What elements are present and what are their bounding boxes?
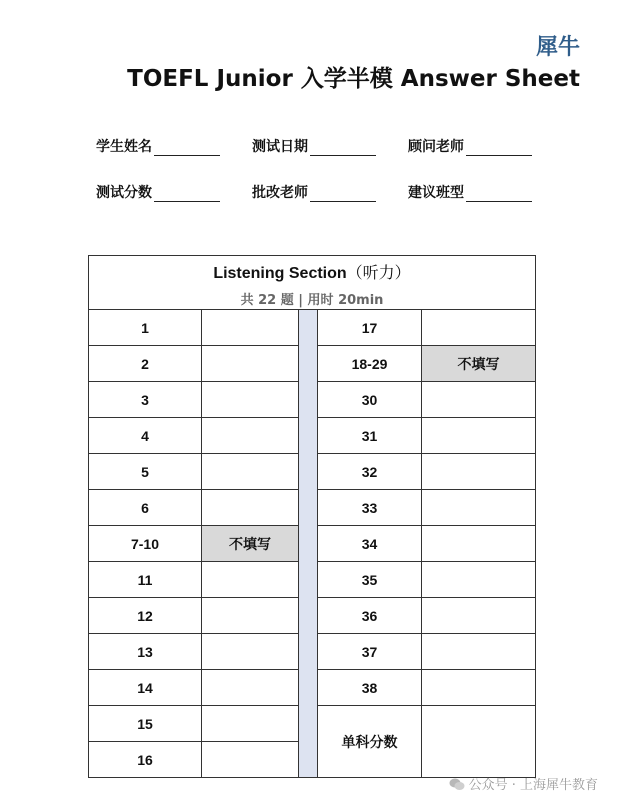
table-row	[89, 310, 536, 346]
page-title: TOEFL Junior 入学半模 Answer Sheet	[127, 66, 580, 92]
answer-cell[interactable]	[202, 706, 299, 742]
no-fill-cell: 不填写	[422, 346, 536, 382]
listening-answer-table	[88, 255, 536, 778]
question-number: 14	[89, 670, 202, 706]
question-number: 7-10	[89, 526, 202, 562]
student-name-field[interactable]	[96, 136, 220, 156]
question-number: 4	[89, 418, 202, 454]
question-number: 2	[89, 346, 202, 382]
answer-cell[interactable]	[202, 382, 299, 418]
answer-cell[interactable]	[202, 346, 299, 382]
watermark-text: 公众号 · 上海犀牛教育	[468, 778, 598, 793]
grader-field[interactable]	[252, 182, 376, 202]
answer-cell[interactable]	[202, 742, 299, 778]
question-number: 33	[318, 490, 422, 526]
question-number: 18-29	[318, 346, 422, 382]
question-number: 6	[89, 490, 202, 526]
answer-cell[interactable]	[202, 310, 299, 346]
question-number: 5	[89, 454, 202, 490]
answer-cell[interactable]	[422, 310, 536, 346]
column-separator	[299, 310, 318, 778]
question-number: 34	[318, 526, 422, 562]
subject-score-cell[interactable]	[422, 706, 536, 778]
question-count: 22	[258, 292, 277, 308]
answer-cell[interactable]	[202, 670, 299, 706]
suggested-class-label: 建议班型	[408, 185, 464, 201]
section-title-en: Listening Section	[213, 264, 347, 282]
question-number: 16	[89, 742, 202, 778]
watermark	[449, 774, 598, 793]
section-header	[89, 256, 536, 310]
meta-mid: 题 | 用时	[280, 292, 334, 308]
student-name-label: 学生姓名	[96, 139, 152, 155]
test-date-label: 测试日期	[252, 139, 308, 155]
test-date-blank[interactable]	[310, 140, 376, 156]
question-number: 11	[89, 562, 202, 598]
question-number: 30	[318, 382, 422, 418]
test-score-blank[interactable]	[154, 186, 220, 202]
answer-cell[interactable]	[422, 526, 536, 562]
question-number: 31	[318, 418, 422, 454]
question-number: 1	[89, 310, 202, 346]
grader-blank[interactable]	[310, 186, 376, 202]
answer-cell[interactable]	[422, 598, 536, 634]
answer-cell[interactable]	[422, 634, 536, 670]
question-number: 3	[89, 382, 202, 418]
test-score-label: 测试分数	[96, 185, 152, 201]
grader-label: 批改老师	[252, 185, 308, 201]
answer-cell[interactable]	[202, 418, 299, 454]
question-number: 13	[89, 634, 202, 670]
answer-cell[interactable]	[422, 562, 536, 598]
no-fill-cell: 不填写	[202, 526, 299, 562]
question-number: 32	[318, 454, 422, 490]
advisor-field[interactable]	[408, 136, 532, 156]
answer-cell[interactable]	[422, 670, 536, 706]
wechat-icon	[449, 778, 465, 791]
answer-cell[interactable]	[202, 454, 299, 490]
answer-cell[interactable]	[422, 418, 536, 454]
answer-cell[interactable]	[202, 598, 299, 634]
brand-logo-text: 犀牛	[535, 35, 580, 60]
question-number: 12	[89, 598, 202, 634]
answer-cell[interactable]	[202, 562, 299, 598]
duration: 20min	[338, 292, 384, 308]
subject-score-label: 单科分数	[318, 706, 422, 778]
question-number: 38	[318, 670, 422, 706]
suggested-class-field[interactable]	[408, 182, 532, 202]
advisor-label: 顾问老师	[408, 139, 464, 155]
answer-cell[interactable]	[202, 634, 299, 670]
answer-cell[interactable]	[422, 454, 536, 490]
section-meta	[89, 289, 535, 308]
answer-cell[interactable]	[422, 382, 536, 418]
answer-cell[interactable]	[202, 490, 299, 526]
section-title	[89, 260, 535, 283]
test-date-field[interactable]	[252, 136, 376, 156]
question-number: 37	[318, 634, 422, 670]
student-name-blank[interactable]	[154, 140, 220, 156]
answer-cell[interactable]	[422, 490, 536, 526]
question-number: 35	[318, 562, 422, 598]
question-number: 17	[318, 310, 422, 346]
question-number: 15	[89, 706, 202, 742]
suggested-class-blank[interactable]	[466, 186, 532, 202]
meta-prefix: 共	[240, 292, 254, 308]
table-header-row	[89, 256, 536, 310]
question-number: 36	[318, 598, 422, 634]
test-score-field[interactable]	[96, 182, 220, 202]
advisor-blank[interactable]	[466, 140, 532, 156]
section-title-cn: （听力）	[346, 262, 411, 282]
